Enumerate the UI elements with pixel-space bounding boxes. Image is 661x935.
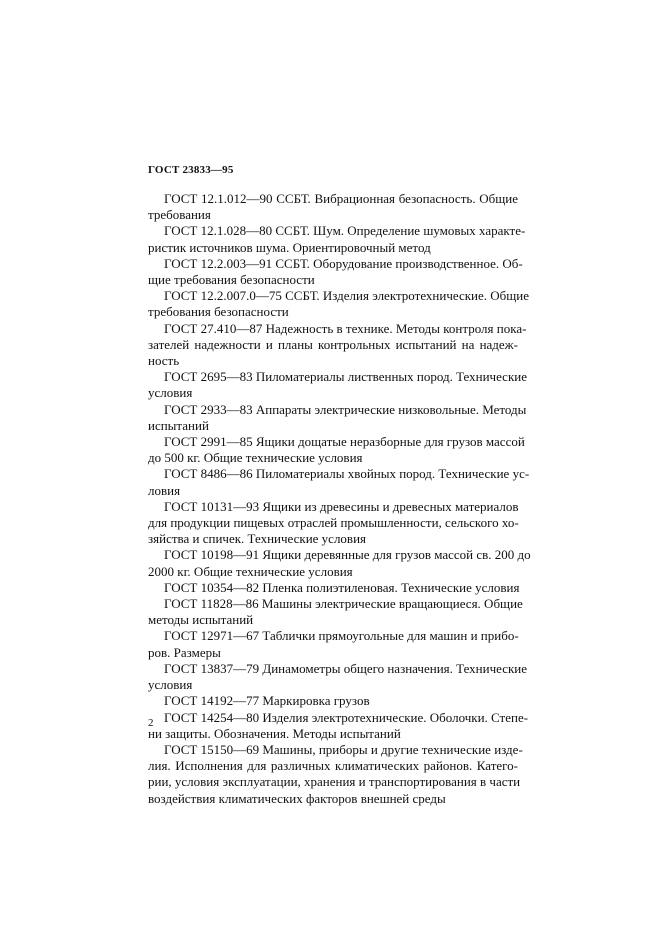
reference-line: ГОСТ 14254—80 Изделия электротехнические. Оболочки. Степе- — [164, 709, 529, 725]
reference-line: ГОСТ 15150—69 Машины, приборы и другие технические изде- — [164, 741, 523, 757]
reference-line: ГОСТ 14192—77 Маркировка грузов — [164, 693, 370, 709]
reference-line: ГОСТ 12.1.012—90 ССБТ. Вибрационная безопасность. Общие — [164, 191, 518, 206]
reference-line: воздействия климатических факторов внешней среды — [148, 790, 446, 806]
reference-item — [148, 741, 523, 807]
reference-line: ГОСТ 8486—86 Пиломатериалы хвойных пород. Технические ус- — [164, 466, 530, 482]
reference-line: ГОСТ 11828—86 Машины электрические вращающиеся. Общие — [164, 596, 523, 612]
reference-item — [148, 255, 523, 288]
reference-line: ловия — [148, 482, 181, 498]
reference-line: условия — [148, 677, 193, 693]
reference-line: ГОСТ 12.2.003—91 ССБТ. Оборудование производственное. Об- — [164, 255, 523, 271]
reference-line: ни защиты. Обозначения. Методы испытаний — [148, 725, 401, 741]
reference-line: ГОСТ 12.1.028—80 ССБТ. Шум. Определение шумовых характе- — [164, 223, 526, 239]
reference-item — [148, 320, 527, 370]
reference-line: ГОСТ 10354—82 Пленка полиэтиленовая. Технические условия — [164, 579, 520, 595]
reference-line: испытаний — [148, 417, 209, 433]
reference-item — [148, 660, 528, 693]
reference-item — [148, 499, 518, 548]
reference-line: ГОСТ 12971—67 Таблички прямоугольные для машин и прибо- — [164, 628, 519, 644]
reference-line: требования — [148, 207, 211, 223]
reference-item — [148, 369, 527, 401]
reference-item — [148, 580, 518, 596]
references-list — [148, 191, 531, 807]
reference-line: лия. Исполнения для различных климатических районов. Катего- — [148, 758, 518, 774]
reference-line: до 500 кг. Общие технические условия — [148, 450, 363, 466]
reference-line: ГОСТ 10198—91 Ящики деревянные для грузов массой св. 200 до — [164, 547, 531, 563]
reference-item — [148, 547, 531, 579]
reference-line: ристик источников шума. Ориентировочный метод — [148, 239, 431, 255]
reference-line: ГОСТ 2695—83 Пиломатериалы лиственных пород. Технические — [164, 369, 527, 385]
reference-item — [148, 709, 529, 742]
reference-item — [148, 693, 518, 709]
reference-item — [148, 628, 518, 660]
reference-line: ГОСТ 2933—83 Аппараты электрические низковольные. Методы — [164, 401, 527, 417]
reference-item — [148, 191, 518, 223]
reference-item — [148, 596, 523, 628]
reference-line: рии, условия эксплуатации, хранения и транспортирования в части — [148, 774, 521, 790]
reference-line: для продукции пищевых отраслей промышленности, сельского хо- — [148, 515, 519, 531]
reference-item — [148, 223, 526, 255]
reference-line: ров. Размеры — [148, 644, 221, 660]
reference-item — [148, 434, 525, 466]
reference-line: зателей надежности и планы контрольных испытаний на надеж- — [148, 336, 518, 352]
reference-item — [148, 466, 530, 498]
reference-line: ГОСТ 12.2.007.0—75 ССБТ. Изделия электротехнические. Общие — [164, 288, 530, 304]
reference-line: ГОСТ 27.410—87 Надежность в технике. Методы контроля пока- — [164, 320, 527, 336]
reference-line: методы испытаний — [148, 612, 254, 628]
reference-line: ГОСТ 10131—93 Ящики из древесины и древесных материалов — [164, 498, 519, 514]
reference-line: зяйства и спичек. Технические условия — [148, 531, 367, 547]
page-number: 2 — [148, 717, 154, 729]
reference-line: 2000 кг. Общие технические условия — [148, 563, 353, 579]
reference-item — [148, 401, 527, 434]
reference-line: ГОСТ 2991—85 Ящики дощатые неразборные для грузов массой — [164, 434, 525, 450]
reference-line: требования безопасности — [148, 304, 289, 320]
reference-line: ГОСТ 13837—79 Динамометры общего назначения. Технические — [164, 660, 528, 676]
reference-line: ность — [148, 353, 180, 369]
reference-line: щие требования безопасности — [148, 272, 315, 288]
reference-item — [148, 288, 530, 320]
document-header: ГОСТ 23833—95 — [148, 164, 234, 176]
reference-line: условия — [148, 385, 193, 401]
